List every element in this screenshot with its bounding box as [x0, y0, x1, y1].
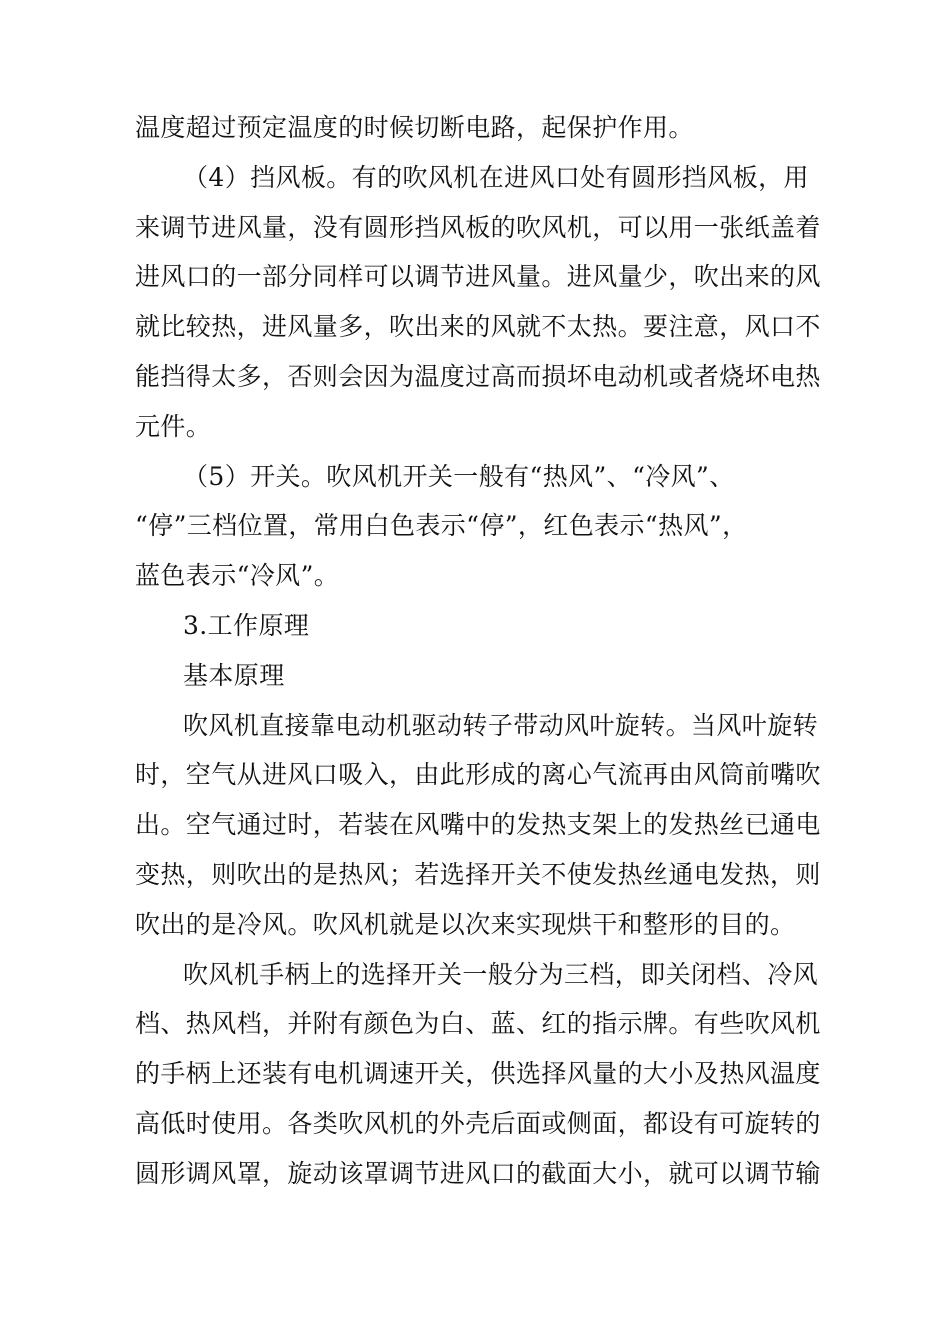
text-line: 蓝色表示“冷风”。: [135, 561, 340, 591]
text-line: 来调节进风量，没有圆形挡风板的吹风机，可以用一张纸盖着: [135, 212, 821, 242]
text-line: 吹风机直接靠电动机驱动转子带动风叶旋转。当风叶旋转: [183, 710, 819, 740]
text-line: 温度超过预定温度的时候切断电路，起保护作用。: [135, 113, 694, 142]
text-line: 元件。: [135, 411, 212, 441]
text-line: 的手柄上还装有电机调速开关，供选择风量的大小及热风温度: [135, 1059, 821, 1089]
text-line: （5）开关。吹风机开关一般有“热风”、“冷风”、: [183, 461, 735, 491]
text-line: 出。空气通过时，若装在风嘴中的发热支架上的发热丝已通电: [135, 810, 821, 840]
text-line: “停”三档位置，常用白色表示“停”，红色表示“热风”，: [135, 511, 748, 541]
text-line: （4）挡风板。有的吹风机在进风口处有圆形挡风板，用: [183, 162, 809, 192]
text-line: 就比较热，进风量多，吹出来的风就不太热。要注意，风口不: [135, 312, 821, 342]
text-line: 能挡得太多，否则会因为温度过高而损坏电动机或者烧坏电热: [135, 361, 821, 391]
text-line: 档、热风档，并附有颜色为白、蓝、红的指示牌。有些吹风机: [135, 1009, 821, 1039]
text-line: 时，空气从进风口吸入，由此形成的离心气流再由风筒前嘴吹: [135, 760, 821, 790]
text-line: 圆形调风罩，旋动该罩调节进风口的截面大小，就可以调节输: [135, 1158, 821, 1188]
document-body: [135, 103, 835, 1199]
text-line: 吹风机手柄上的选择开关一般分为三档，即关闭档、冷风: [183, 959, 819, 989]
text-line: 吹出的是冷风。吹风机就是以次来实现烘干和整形的目的。: [135, 909, 796, 939]
text-line: 高低时使用。各类吹风机的外壳后面或侧面，都设有可旋转的: [135, 1108, 821, 1138]
text-line: 进风口的一部分同样可以调节进风量。进风量少，吹出来的风: [135, 262, 821, 292]
text-line: 变热，则吹出的是热风；若选择开关不使发热丝通电发热，则: [135, 859, 821, 889]
section-heading: 3.工作原理: [183, 610, 310, 640]
subsection-heading: 基本原理: [183, 660, 285, 690]
